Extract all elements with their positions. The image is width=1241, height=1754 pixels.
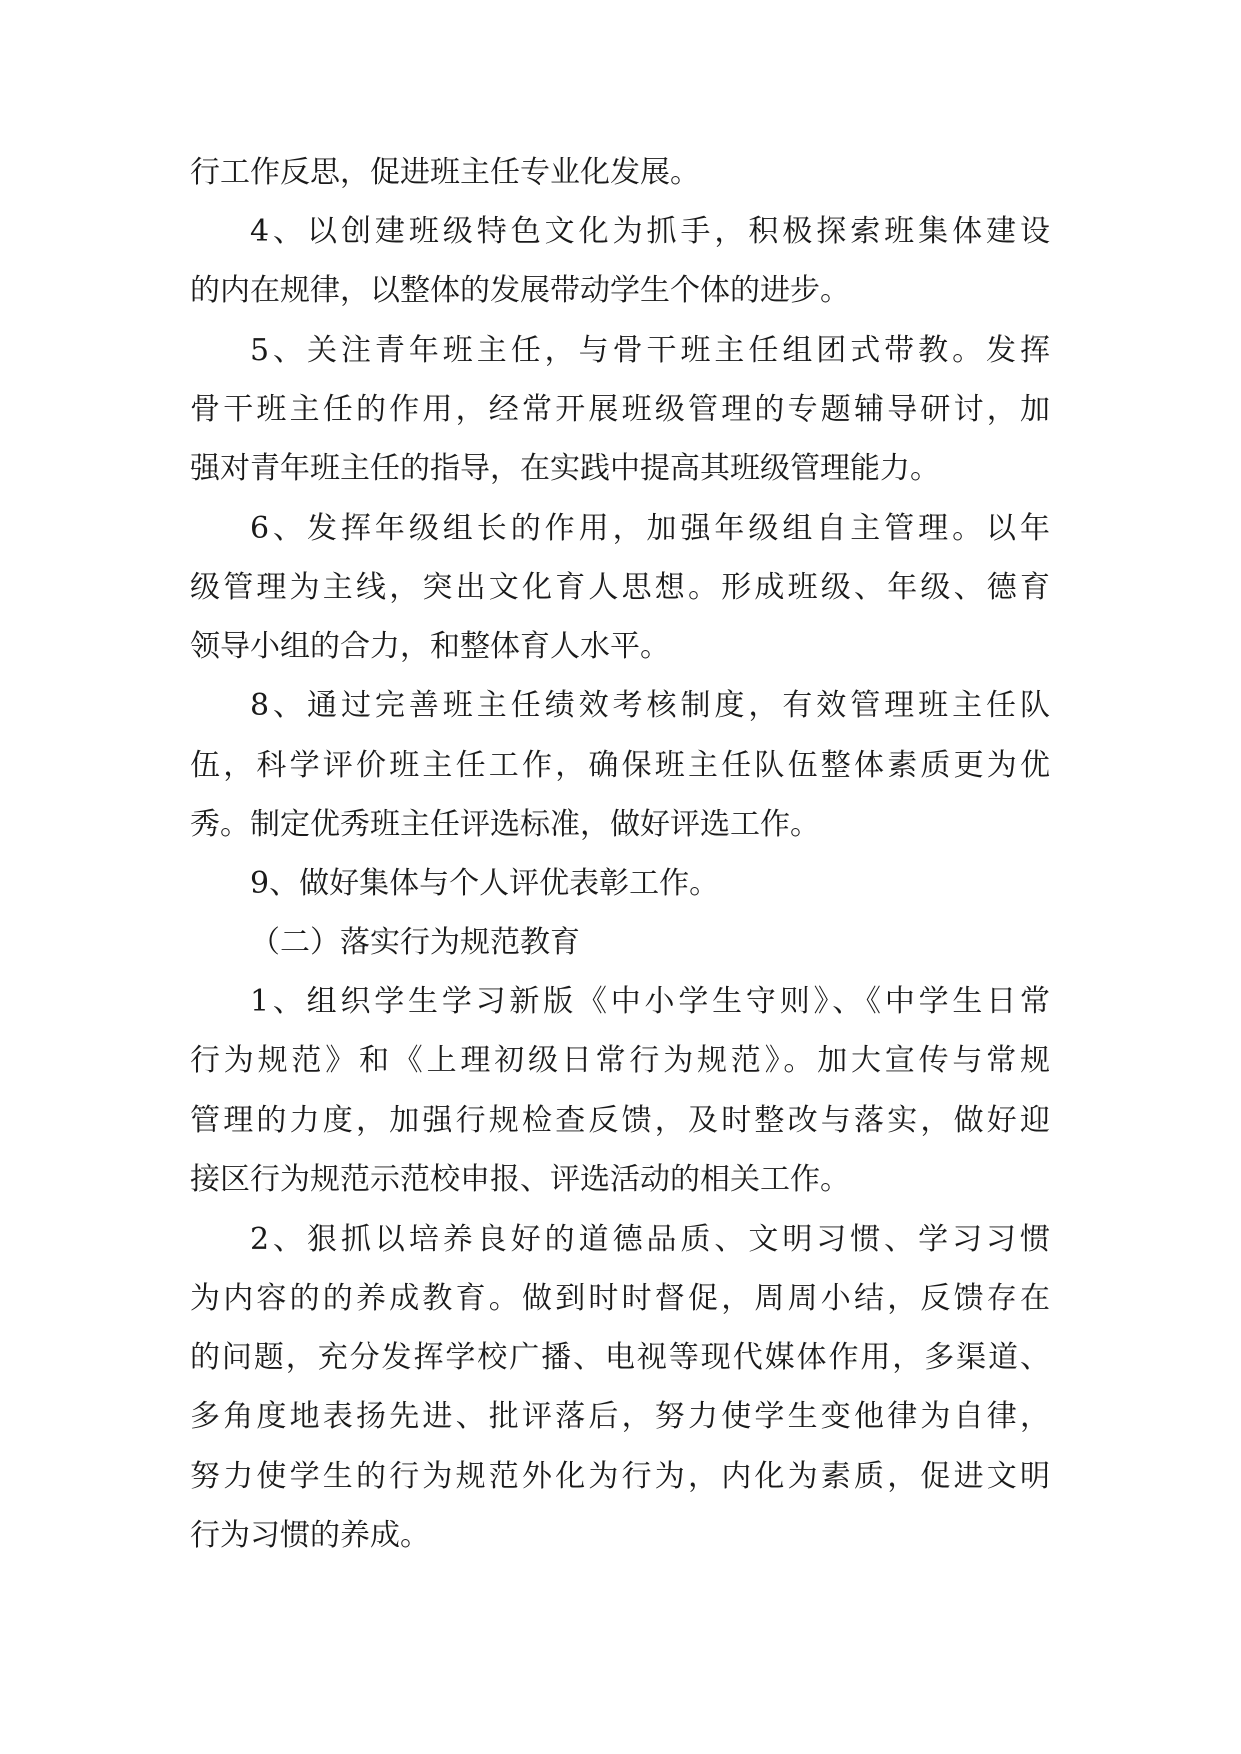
text-line: 秀。制定优秀班主任评选标准，做好评选工作。 (190, 807, 820, 842)
paragraph-5-start: 5、关注青年班主任，与骨干班主任组团式带教。发挥 (250, 333, 1050, 368)
text-line: 的内在规律，以整体的发展带动学生个体的进步。 (190, 273, 850, 308)
section-heading: （二）落实行为规范教育 (250, 925, 580, 960)
text-line: 骨干班主任的作用，经常开展班级管理的专题辅导研讨，加 (190, 392, 1050, 427)
paragraph-4-start: 4、以创建班级特色文化为抓手，积极探索班集体建设 (250, 214, 1050, 249)
text-line: 伍，科学评价班主任工作，确保班主任队伍整体素质更为优 (190, 748, 1050, 783)
paragraph-2-start: 2、狠抓以培养良好的道德品质、文明习惯、学习习惯 (250, 1222, 1050, 1257)
text-line: 为内容的的养成教育。做到时时督促，周周小结，反馈存在 (190, 1281, 1050, 1316)
paragraph-1-start: 1、组织学生学习新版《中小学生守则》、《中学生日常 (250, 984, 1050, 1019)
text-line: 管理的力度，加强行规检查反馈，及时整改与落实，做好迎 (190, 1103, 1050, 1138)
text-line: 接区行为规范示范校申报、评选活动的相关工作。 (190, 1162, 850, 1197)
text-line: 努力使学生的行为规范外化为行为，内化为素质，促进文明 (190, 1459, 1050, 1494)
text-line: 强对青年班主任的指导，在实践中提高其班级管理能力。 (190, 451, 940, 486)
text-line: 多角度地表扬先进、批评落后，努力使学生变他律为自律， (190, 1399, 1050, 1434)
text-line: 的问题，充分发挥学校广播、电视等现代媒体作用，多渠道、 (190, 1340, 1050, 1375)
text-line: 行工作反思，促进班主任专业化发展。 (190, 155, 700, 190)
paragraph-9: 9、做好集体与个人评优表彰工作。 (250, 866, 720, 901)
text-line: 级管理为主线，突出文化育人思想。形成班级、年级、德育 (190, 570, 1050, 605)
text-line: 行为习惯的养成。 (190, 1518, 430, 1553)
text-line: 领导小组的合力，和整体育人水平。 (190, 629, 670, 664)
text-line: 行为规范》和《上理初级日常行为规范》。加大宣传与常规 (190, 1043, 1050, 1078)
paragraph-6-start: 6、发挥年级组长的作用，加强年级组自主管理。以年 (250, 511, 1050, 546)
paragraph-8-start: 8、通过完善班主任绩效考核制度，有效管理班主任队 (250, 688, 1050, 723)
